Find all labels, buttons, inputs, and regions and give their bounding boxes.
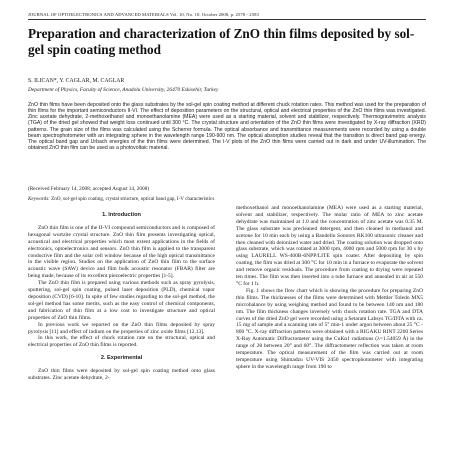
right-column (236, 205, 423, 371)
keywords-label: Keywords: (28, 196, 50, 202)
header-rule (28, 19, 426, 20)
keywords-text: ZnO, sol-gel spin coating, crystal structure, optical band gap, I-V characteristics (49, 196, 215, 202)
journal-header: JOURNAL OF OPTOELECTRONICS AND ADVANCED MATERIALS Vol. 10, No. 10, October 2008, p. 2578 - 2583 (28, 12, 259, 17)
author-list: S. ILICAN*, Y. CAGLAR, M. CAGLAR (28, 78, 125, 84)
affiliation: Department of Physics, Faculty of Science, Anadolu University, 26470 Eskisehir, Turkey (28, 87, 219, 93)
intro-paragraph: In previous work we reported on the ZnO thin films deposited by spray pyrolysis [11] and effect of indium on the properties of zinc oxide films [12,13]. (28, 321, 215, 335)
intro-paragraph: The ZnO thin film is prepared using various methods such as spray pyrolysis, sputtering, sol-gel spin coating, pulsed laser deposition (PLD), chemical vapor deposition (CVD) [6-10]. In spite of few studies regarding to the sol-gel method, the sol-gel method has some merits, such as the easy control of chemical components, and fabrication of thin film at a low cost to investigate structure and optical properties of ZnO thin films. (28, 280, 215, 321)
experimental-heading: 2. Experimental (100, 355, 143, 362)
intro-paragraph: In this work, the effect of chuck rotation rate on the structural, optical and electrical properties of ZnO thin films is reported. (28, 335, 215, 349)
introduction-heading: 1. Introduction (102, 212, 141, 218)
paper-page (28, 0, 426, 452)
keywords-line (28, 196, 214, 202)
experimental-paragraph: Fig. 1 shows the flow chart which is showing the procedure for preparing ZnO thin films. The thicknesses of the films were determined with Mettler Toledo MX5 microbalance by using weighing method and found to be between 140 nm and 180 nm. The film thickness changes inversely with chuck rotation rate. TGA and DTA curves of the dried ZnO gel were recorded using a Setaram Labsys TG/DTA with ca. 15 mg of sample and a scanning rate of 5° min-1 under argon between about 25 °C - 800 °C. X-ray diffraction patterns were obtained with a RIGAKU RINT 2200 Series X-Ray Automatic Diffractometer using the CuKα1 radiations (λ=1.54059 Å) in the range of 2θ between 20° and 60°. The diffractometer reflection was taken at room temperature. The optical measurement of the film was carried out at room temperature using Shimadzu UV-VIS 2450 spectrophotometer with integrating sphere in the wavelength range from 190 to (236, 287, 423, 370)
intro-paragraph: ZnO thin film is one of the II-VI compound semiconductors and is composed of hexagonal wurtzite crystal structure. ZnO thin film presents investigating optical, acoustical and electrical properties which most extent applications in the fields of electronics, optoelectronics and sensors. ZnO thin film is applied to the transparent conductive film and the solar cell window because of the high optical transmittance in the visible region. Studies on the application of ZnO thin film to the surface acoustic wave (SAW) device and film bulk acoustic resonator (FBAR) filter are being made, because of its excellent piezoelectric properties [1-5]. (28, 224, 215, 280)
left-column (28, 208, 215, 382)
experimental-paragraph: ZnO thin films were deposited by sol-gel spin coating method onto glass substrates. Zinc acetate dehydrate, 2- (28, 368, 215, 382)
experimental-paragraph: methoxethanol and monoethanolamine (MEA) were used as a starting material, solvent and stabilizer, respectively. The molar ratio of MEA to zinc acetate dehydrate was maintained at 1.0 and the concentration of zinc acetate was 0.35 M. The glass substrate was precleaned detergent, and then cleaned in methanol and acetone for 10 min each by using a Bandelin Sonorex RK100 ultrasonic cleaner and then cleaned with deionized water and dried. The coating solution was dropped onto glass substrate, which was rotated at 3000 rpm, 4000 rpm and 5000 rpm for 30 s by using LAURELL WS-400B-6NPP/LITE spin coater. After depositing by spin coating, the film was dried at 300 °C for 10 min in a furnace to evaporate the solvent and remove organic residuals. The procedure from coating to drying were repeated ten times. The film was then inserted into a tube furnace and annealed in air at 550 °C for 1 h. (236, 205, 423, 287)
abstract: ZnO thin films have been deposited onto the glass substrates by the sol-gel spin coating method at different chuck rotation rates. This method was used for the preparation of thin films for the important semiconductors II-VI. The effect of deposition parameters on the structural, optical and electrical properties of the ZnO thin films was investigated. Zinc acetate dehydrate, 2-methoxethanol and monoethanolamine (MEA) were used as a starting material, solvent and stabilizer, respectively. Thermogravimetric analysis (TGA) of the dried gel showed that weight loss continued until 300 °C. The crystal structure and orientation of the ZnO thin films were investigated by X-ray diffraction (XRD) patterns. The grain size of the films was calculated using the Scherrer formula. The optical absorbance and transmittance measurements were recorded by using a double beam spectrophotometer with an integrating sphere in the wavelength range 190-900 nm. The optical absorption studies reveal that the transition is direct band gap energy. The optical band gap and Urbach energies of the thin films were determined. The I-V plots of the ZnO thin films were carried out in dark and under UV-illumination. The obtained ZnO thin film can be used as a photovoltaic material. (28, 102, 426, 152)
received-dates: (Received February 14, 2008; accepted August 14, 2008) (28, 186, 150, 192)
paper-title: Preparation and characterization of ZnO thin films deposited by sol-gel spin coating method (28, 26, 415, 57)
